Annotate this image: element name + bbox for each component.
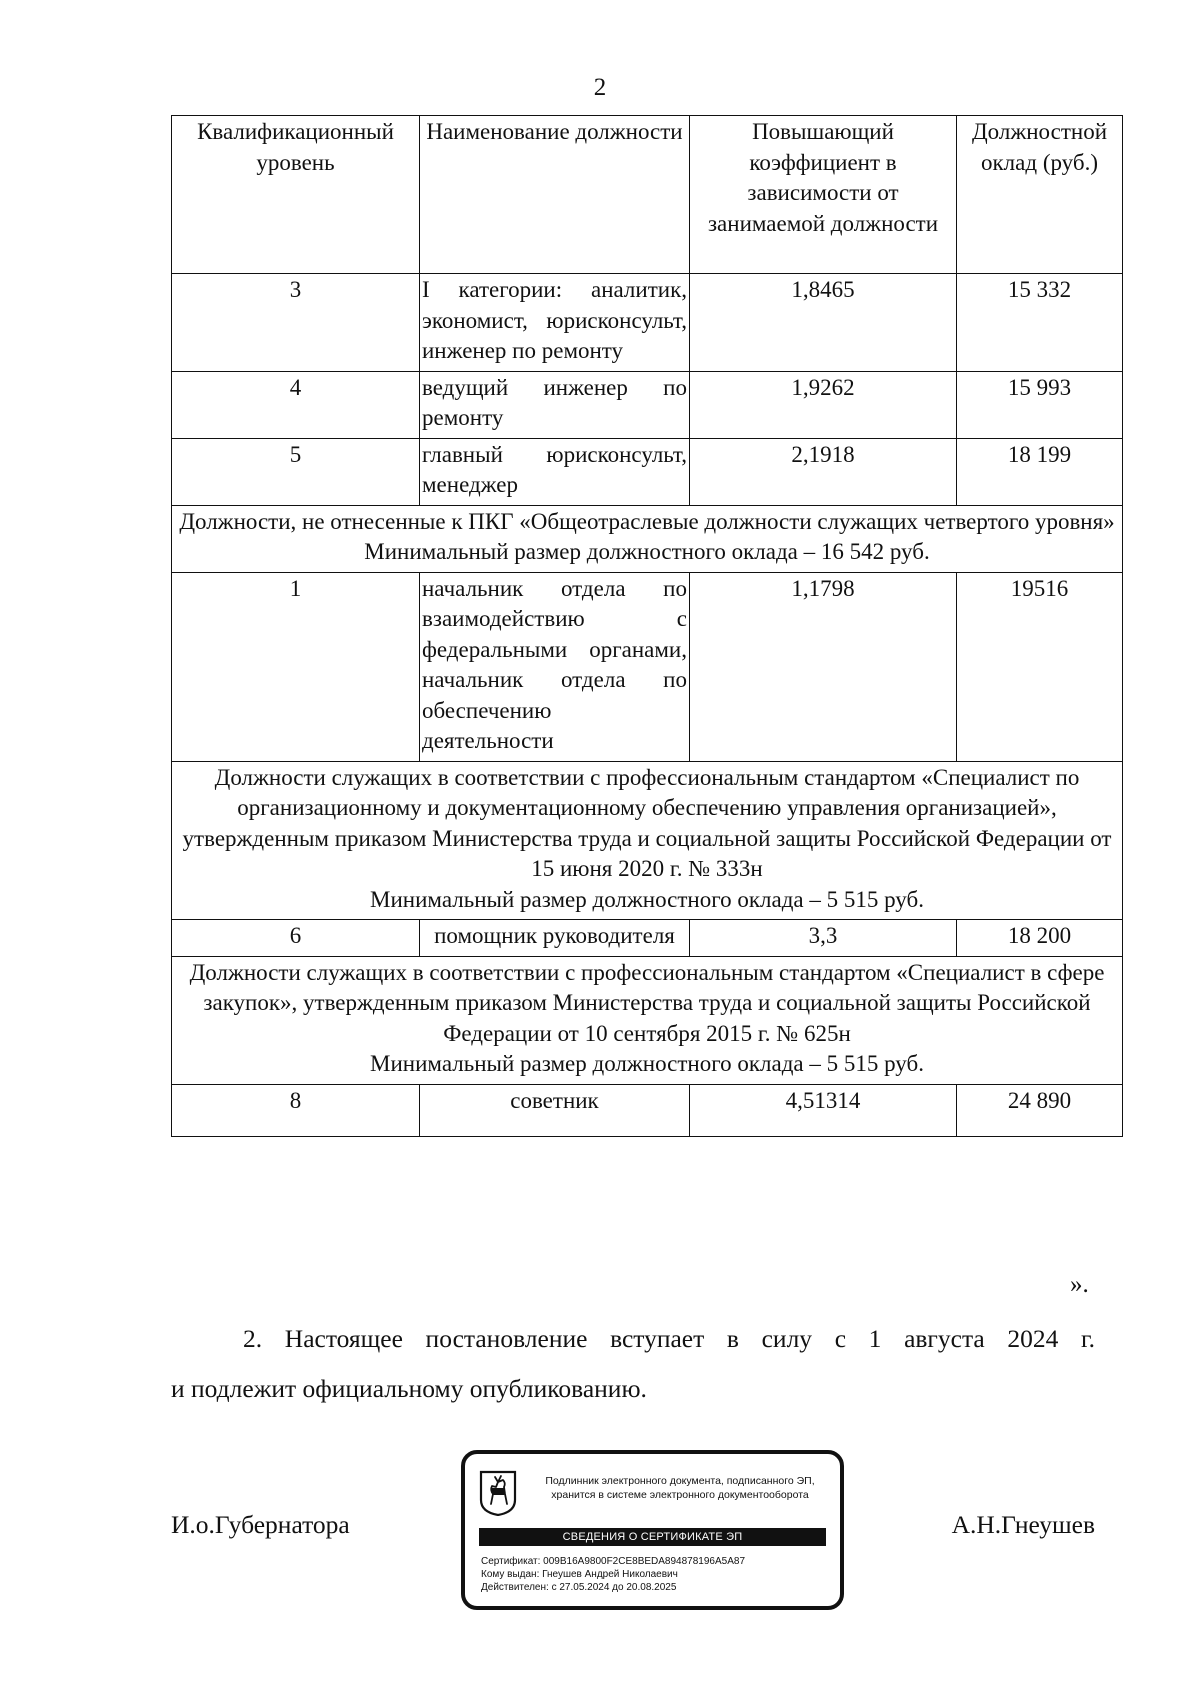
cell-coefficient: 1,9262: [690, 371, 957, 438]
header-coefficient: Повышающий коэффициент в зависимости от занимаемой должности: [690, 116, 957, 274]
cell-coefficient: 3,3: [690, 920, 957, 957]
cell-position: I категории: аналитик, экономист, юрисконсульт, инженер по ремонту: [420, 274, 690, 372]
closing-quote: ».: [1070, 1271, 1089, 1298]
cell-position: помощник руководителя: [420, 920, 690, 957]
cell-salary: 18 200: [957, 920, 1123, 957]
paragraph-2-line-1: 2. Настоящее постановление вступает в силу с 1 августа 2024 г.: [243, 1324, 1095, 1353]
section-min-salary: Минимальный размер должностного оклада – 16 542 руб.: [364, 539, 930, 564]
cell-position: советник: [420, 1084, 690, 1136]
deer-coat-of-arms-icon: [479, 1470, 517, 1516]
cell-salary: 19516: [957, 572, 1123, 761]
section-header-row: [172, 505, 1123, 572]
cell-level: 5: [172, 438, 420, 505]
table-row: [172, 920, 1123, 957]
salary-table: [171, 115, 1123, 1137]
cell-salary: 15 332: [957, 274, 1123, 372]
paragraph-2-line-2: и подлежит официальному опубликованию.: [171, 1374, 647, 1403]
cell-coefficient: 2,1918: [690, 438, 957, 505]
section-header-row: [172, 956, 1123, 1084]
cell-coefficient: 4,51314: [690, 1084, 957, 1136]
cell-coefficient: 1,8465: [690, 274, 957, 372]
section-min-salary: Минимальный размер должностного оклада – 5 515 руб.: [370, 886, 924, 912]
header-position: Наименование должности: [420, 116, 690, 274]
cell-position: ведущий инженер по ремонту: [420, 371, 690, 438]
cell-salary: 15 993: [957, 371, 1123, 438]
header-salary: Должностной оклад (руб.): [957, 116, 1123, 274]
section-header: [172, 956, 1123, 1084]
cell-level: 1: [172, 572, 420, 761]
certificate-number: Сертификат: 009B16A9800F2CE8BEDA894878196A5A87: [481, 1556, 746, 1567]
cell-coefficient: 1,1798: [690, 572, 957, 761]
section-header: [172, 761, 1123, 920]
cell-salary: 18 199: [957, 438, 1123, 505]
cell-level: 4: [172, 371, 420, 438]
cell-position: начальник отдела по взаимодействию с федеральными органами, начальник отдела по обеспечению деятельности: [420, 572, 690, 761]
paragraph-2: [171, 1314, 1095, 1414]
cell-level: 3: [172, 274, 420, 372]
section-header-row: [172, 761, 1123, 920]
section-title: Должности служащих в соответствии с профессиональным стандартом «Специалист в сфере закупок», утвержденным приказом Министерства труда и социальной защиты Российской Федерации от 10 сентября 2015 г. № 625н: [189, 959, 1105, 1046]
cell-level: 8: [172, 1084, 420, 1136]
table-header-row: [172, 116, 1123, 274]
section-header: [172, 505, 1123, 572]
header-level: Квалификационный уровень: [172, 116, 420, 274]
stamp-text-line-1: Подлинник электронного документа, подписанного ЭП,: [545, 1475, 815, 1487]
section-title: Должности, не отнесенные к ПКГ «Общеотраслевые должности служащих четвертого уровня»: [179, 508, 1115, 534]
signatory-title: И.о.Губернатора: [171, 1510, 350, 1539]
table-row: [172, 572, 1123, 761]
certificate-validity: Действителен: с 27.05.2024 до 20.08.2025: [481, 1582, 677, 1593]
certificate-header: СВЕДЕНИЯ О СЕРТИФИКАТЕ ЭП: [479, 1528, 826, 1546]
signatory-name: А.Н.Гнеушев: [951, 1510, 1095, 1539]
electronic-signature-stamp: [461, 1450, 844, 1610]
table-row: [172, 371, 1123, 438]
cell-level: 6: [172, 920, 420, 957]
table-row: [172, 274, 1123, 372]
cell-position: главный юрисконсульт, менеджер: [420, 438, 690, 505]
page-number: 2: [593, 74, 607, 101]
certificate-owner: Кому выдан: Гнеушев Андрей Николаевич: [481, 1569, 678, 1580]
table-row: [172, 438, 1123, 505]
section-min-salary: Минимальный размер должностного оклада – 5 515 руб.: [370, 1051, 924, 1076]
table-row: [172, 1084, 1123, 1136]
cell-salary: 24 890: [957, 1084, 1123, 1136]
section-title: Должности служащих в соответствии с профессиональным стандартом «Специалист по организационному и документационному обеспечению управления организацией», утвержденным приказом Министерства труда и социальной защиты Российской Федерации от 15 июня 2020 г. № 333н: [182, 764, 1112, 881]
stamp-text-line-2: хранится в системе электронного документооборота: [551, 1489, 809, 1501]
